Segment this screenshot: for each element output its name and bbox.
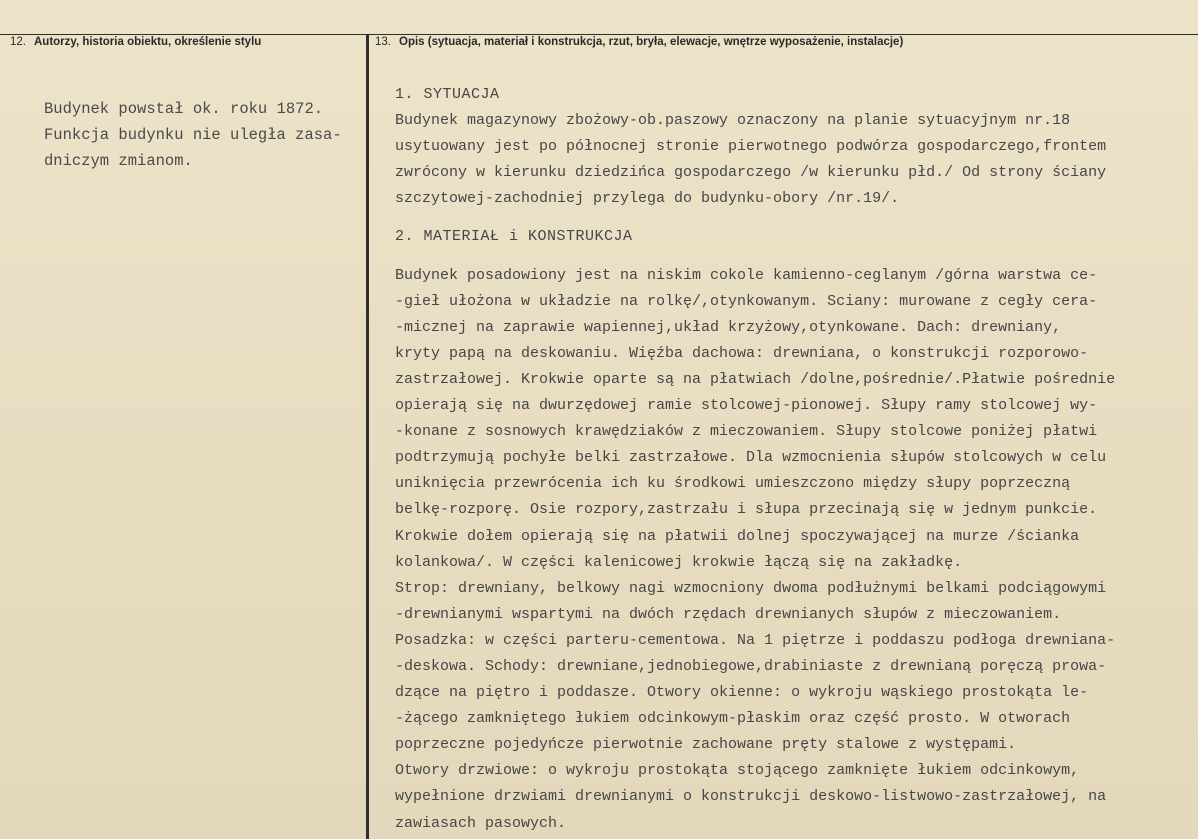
section-heading-material: 2. MATERIAŁ i KONSTRUKCJA	[395, 228, 633, 246]
paragraph-line: zastrzałowej. Krokwie oparte są na płatwiach /dolne,pośrednie/.Płatwie pośrednie	[395, 370, 1116, 388]
column-divider	[366, 34, 369, 839]
left-header-number: 12.	[10, 36, 26, 48]
paragraph-line: Budynek magazynowy zbożowy-ob.paszowy oznaczony na planie sytuacyjnym nr.18	[395, 112, 1071, 130]
section-gap	[395, 212, 1115, 224]
left-column-header	[10, 36, 261, 48]
paragraph-line: usytuowany jest po północnej stronie pierwotnego podwórza gospodarczego,frontem	[395, 138, 1107, 156]
left-header-title: Autorzy, historia obiektu, określenie stylu	[34, 36, 262, 48]
paragraph-line: wypełnione drzwiami drewnianymi o konstrukcji deskowo-listwowo-zastrzałowej, na	[395, 788, 1107, 806]
paragraph-line: -gieł ułożona w układzie na rolkę/,otynkowanym. Sciany: murowane z cegły cera-	[395, 292, 1098, 310]
right-header-number: 13.	[375, 36, 391, 48]
paragraph-line: zwrócony w kierunku dziedzińca gospodarczego /w kierunku płd./ Od strony ściany	[395, 164, 1107, 182]
right-header-title: Opis (sytuacja, materiał i konstrukcja, rzut, bryła, elewacje, wnętrze wyposażenie, instalacje)	[399, 36, 904, 48]
paragraph-line: Budynek posadowiony jest na niskim cokole kamienno-ceglanym /górna warstwa ce-	[395, 266, 1098, 284]
paragraph-line: Posadzka: w części parteru-cementowa. Na 1 piętrze i poddaszu podłoga drewniana-	[395, 631, 1116, 649]
history-line: Budynek powstał ok. roku 1872.	[44, 100, 324, 118]
paragraph-line: opierają się na dwurzędowej ramie stolcowej-pionowej. Słupy ramy stolcowej wy-	[395, 397, 1098, 415]
paragraph-line: -konane z sosnowych krawędziaków z mieczowaniem. Słupy stolcowe poniżej płatwi	[395, 423, 1098, 441]
history-text	[44, 96, 342, 174]
section-heading-situation: 1. SYTUACJA	[395, 86, 500, 103]
paragraph-line: -drewnianymi wspartymi na dwóch rzędach drewnianych słupów z mieczowaniem.	[395, 605, 1062, 623]
right-column-header	[375, 36, 903, 48]
paragraph-line: -micznej na zaprawie wapiennej,układ krzyżowy,otynkowane. Dach: drewniany,	[395, 318, 1062, 336]
paragraph-line: kryty papą na deskowaniu. Więźba dachowa: drewniana, o konstrukcji rozporowo-	[395, 344, 1089, 362]
paragraph-line: -żącego zamkniętego łukiem odcinkowym-płaskim oraz część prosto. W otworach	[395, 710, 1071, 728]
paragraph-line: szczytowej-zachodniej przylega do budynku-obory /nr.19/.	[395, 190, 900, 208]
paragraph-line: belkę-rozporę. Osie rozpory,zastrzału i słupa przecinają się w jednym punkcie.	[395, 501, 1098, 519]
paragraph-line: Strop: drewniany, belkowy nagi wzmocniony dwoma podłużnymi belkami podciągowymi	[395, 579, 1107, 597]
paragraph-line: zawiasach pasowych.	[395, 814, 567, 832]
paragraph-line: podtrzymują pochyłe belki zastrzałowe. Dla wzmocnienia słupów stolcowych w celu	[395, 449, 1107, 467]
description-text	[395, 82, 1115, 837]
top-rule	[0, 34, 1198, 35]
paragraph-line: poprzeczne pojedyńcze pierwotnie zachowane pręty stalowe z występami.	[395, 736, 1017, 754]
paragraph-line: kolankowa/. W części kalenicowej krokwie łączą się na zakładkę.	[395, 553, 963, 571]
paragraph-line: uniknięcia przewrócenia ich ku środkowi umieszczono między słupy poprzeczną	[395, 475, 1071, 493]
paragraph-line: dzące na piętro i poddasze. Otwory okienne: o wykroju wąskiego prostokąta le-	[395, 684, 1089, 702]
history-line: Funkcja budynku nie uległa zasa-	[44, 126, 342, 144]
paragraph-line: Krokwie dołem opierają się na płatwii dolnej spoczywającej na murze /ścianka	[395, 527, 1080, 545]
section-gap	[395, 251, 1115, 263]
paragraph-line: Otwory drzwiowe: o wykroju prostokąta stojącego zamknięte łukiem odcinkowym,	[395, 762, 1080, 780]
paragraph-line: -deskowa. Schody: drewniane,jednobiegowe,drabiniaste z drewnianą poręczą prowa-	[395, 657, 1107, 675]
history-line: dniczym zmianom.	[44, 152, 193, 170]
